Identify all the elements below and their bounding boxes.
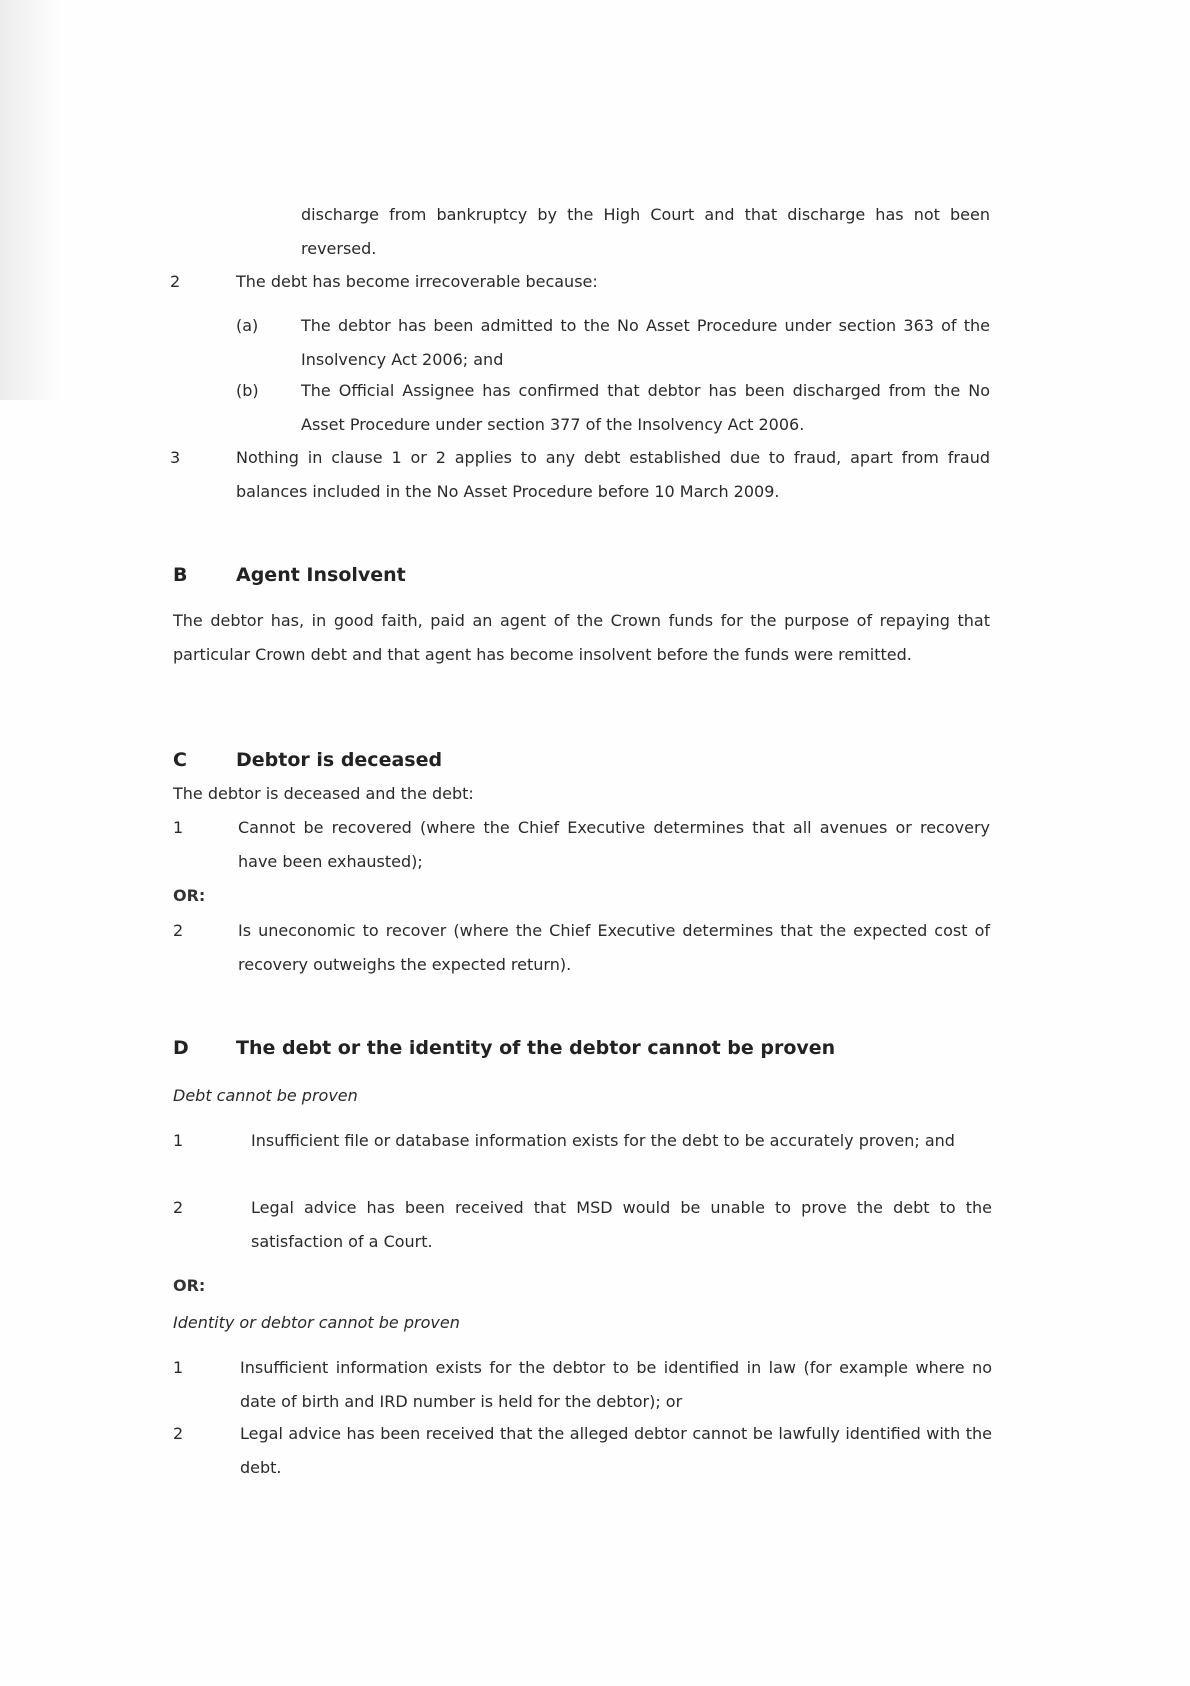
item-text: Cannot be recovered (where the Chief Executive determines that all avenues or recovery have been exhausted);	[238, 818, 990, 871]
section-letter: B	[173, 564, 188, 586]
item-text: Insufficient information exists for the debtor to be identified in law (for example where no date of birth and IRD number is held for the debtor); or	[240, 1358, 992, 1411]
item-number: 2	[170, 272, 181, 291]
item-text: Legal advice has been received that the alleged debtor cannot be lawfully identified with the debt.	[240, 1424, 992, 1477]
subitem-label: (b)	[236, 381, 259, 400]
item-text: Nothing in clause 1 or 2 applies to any debt established due to fraud, apart from fraud balances included in the No Asset Procedure before 10 March 2009.	[236, 448, 990, 501]
section-heading: Agent Insolvent	[236, 564, 406, 586]
item-number: 1	[173, 1358, 184, 1377]
or-label: OR:	[173, 886, 206, 905]
subheading: Debt cannot be proven	[173, 1086, 358, 1105]
section-letter: D	[173, 1037, 189, 1059]
scan-shadow	[0, 0, 60, 400]
section-heading: The debt or the identity of the debtor cannot be proven	[236, 1037, 836, 1059]
item-number: 2	[173, 1424, 184, 1443]
section-letter: C	[173, 749, 187, 771]
section-heading: Debtor is deceased	[236, 749, 443, 771]
section-intro: The debtor is deceased and the debt:	[173, 784, 474, 803]
item-number: 1	[173, 1131, 184, 1150]
item-text: Is uneconomic to recover (where the Chief Executive determines that the expected cost of recovery outweighs the expected return).	[238, 921, 990, 974]
subitem-label: (a)	[236, 316, 259, 335]
section-a-continuation: discharge from bankruptcy by the High Court and that discharge has not been reversed.	[301, 205, 990, 258]
section-body: The debtor has, in good faith, paid an agent of the Crown funds for the purpose of repaying that particular Crown debt and that agent has become insolvent before the funds were remitted.	[173, 611, 990, 664]
item-number: 3	[170, 448, 181, 467]
or-label: OR:	[173, 1276, 206, 1295]
item-text: Legal advice has been received that MSD would be unable to prove the debt to the satisfaction of a Court.	[251, 1198, 992, 1251]
item-number: 1	[173, 818, 184, 837]
item-number: 2	[173, 1198, 184, 1217]
item-number: 2	[173, 921, 184, 940]
item-text: Insufficient file or database information exists for the debt to be accurately proven; and	[251, 1131, 955, 1150]
subitem-text: The debtor has been admitted to the No Asset Procedure under section 363 of the Insolvency Act 2006; and	[301, 316, 990, 369]
subitem-text: The Official Assignee has confirmed that debtor has been discharged from the No Asset Procedure under section 377 of the Insolvency Act 2006.	[301, 381, 990, 434]
item-text: The debt has become irrecoverable because:	[236, 272, 598, 291]
subheading: Identity or debtor cannot be proven	[173, 1313, 460, 1332]
